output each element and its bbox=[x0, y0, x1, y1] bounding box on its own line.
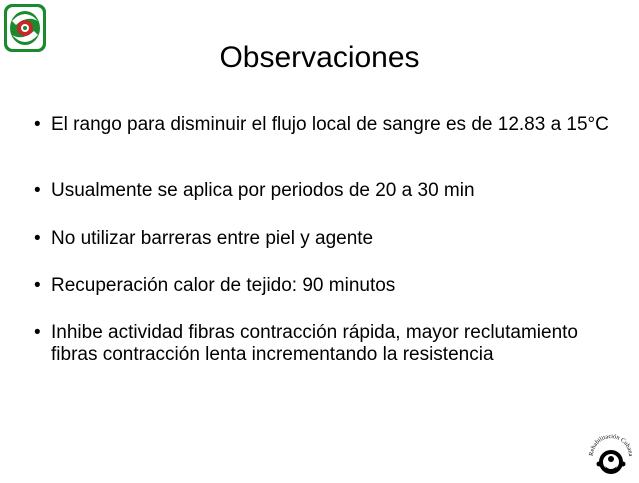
bullet-text: El rango para disminuir el flujo local de sangre es de 12.83 a 15°C bbox=[51, 114, 609, 135]
bullet-text: Inhibe actividad fibras contracción rápida, mayor reclutamiento fibras contracción lenta incrementando la resistencia bbox=[51, 322, 578, 365]
bullet-item bbox=[34, 114, 614, 136]
bullet-mark: • bbox=[34, 322, 41, 343]
slide-title: Observaciones bbox=[219, 41, 420, 74]
bullet-text: No utilizar barreras entre piel y agente bbox=[51, 228, 374, 249]
bullet-text: Recuperación calor de tejido: 90 minutos bbox=[51, 275, 396, 296]
bullet-mark: • bbox=[34, 114, 41, 135]
bullet-item bbox=[34, 228, 614, 250]
bullet-mark: • bbox=[34, 275, 41, 296]
logo-lettering: Rehabilitación Cubana bbox=[587, 432, 635, 457]
bullet-text: Usualmente se aplica por periodos de 20 a 30 min bbox=[51, 180, 475, 201]
bullet-item bbox=[34, 322, 614, 366]
bullet-item bbox=[34, 275, 614, 297]
bullet-item bbox=[34, 180, 614, 202]
rehabilitation-logo-icon bbox=[585, 426, 637, 478]
bullet-mark: • bbox=[34, 180, 41, 201]
bullet-mark: • bbox=[34, 228, 41, 249]
